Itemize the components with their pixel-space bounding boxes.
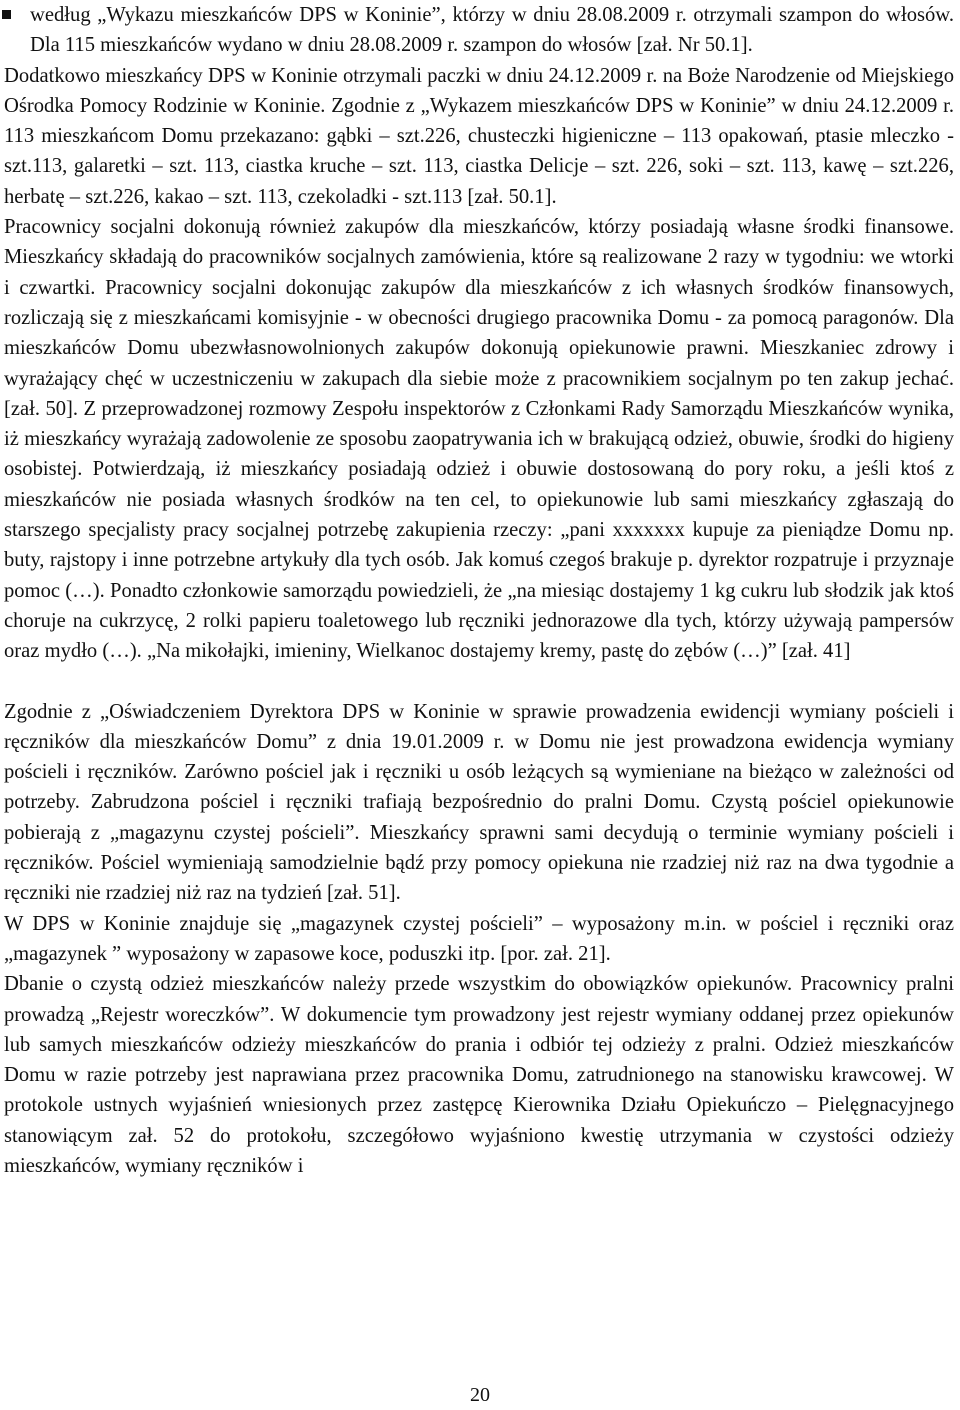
page-number: 20 bbox=[470, 1384, 490, 1406]
bullet-item bbox=[4, 0, 954, 61]
paragraph-bedding: Zgodnie z „Oświadczeniem Dyrektora DPS w Koninie w sprawie prowadzenia ewidencji wymiany pościeli i ręczników dla mieszkańców Domu” z dnia 19.01.2009 r. w Domu nie jest prowadzona ewidencja wymiany pościeli i ręczników. Zarówno pościel jak i ręczniki u osób leżących są wymieniane na bieżąco w zależności od potrzeby. Zabrudzona pościel i ręczniki trafiają bezpośrednio do pralni Domu. Czystą pościel opiekunowie pobierają z „magazynu czystej pościeli”. Mieszkańcy sprawni sami decydują o terminie wymiany pościeli i ręczników. Pościel wymieniają samodzielnie bądź przy pomocy opiekuna nie rzadziej niż raz na dwa tygodnie a ręczniki nie rzadziej niż raz na tydzień [zał. 51]. bbox=[4, 700, 954, 905]
paragraph-laundry: Dbanie o czystą odzież mieszkańców należy przede wszystkim do obowiązków opiekunów. Pracownicy pralni prowadzą „Rejestr woreczków”. W dokumencie tym prowadzony jest rejestr wymiany oddanej przez opiekunów lub samych mieszkańców odzieży mieszkańców do prania i odbiór tej odzieży z pralni. Odzież mieszkańców Domu w razie potrzeby jest naprawiana przez pracownika Domu, zatrudnionego na stanowisku krawcowej. W protokole ustnych wyjaśnień wniesionych przez zastępcę Kierownika Działu Opiekuńczo – Pielęgnacyjnego stanowiącym zał. 52 do protokołu, szczegółowo wyjaśniono kwestię utrzymania w czystości odzieży mieszkańców, wymiany ręczników i bbox=[4, 973, 954, 1177]
document-body bbox=[4, 0, 954, 1181]
paragraph-gifts: Dodatkowo mieszkańcy DPS w Koninie otrzymali paczki w dniu 24.12.2009 r. na Boże Narodzenie od Miejskiego Ośrodka Pomocy Rodzinie w Koninie. Zgodnie z „Wykazem mieszkańców DPS w Koninie” w dniu 24.12.2009 r. 113 mieszkańcom Domu przekazano: gąbki – szt.226, chusteczki higieniczne – 113 opakowań, ptasie mleczko - szt.113, galaretki – szt. 113, ciastka kruche – szt. 113, ciastka Delicje – szt. 226, soki – szt. 113, kawę – szt.226, herbatę – szt.226, kakao – szt. 113, czekoladki - szt.113 [zał. 50.1]. bbox=[4, 64, 954, 208]
paragraph-storage: W DPS w Koninie znajduje się „magazynek czystej pościeli” – wyposażony m.in. w pościel i ręczniki oraz „magazynek ” wyposażony w zapasowe koce, poduszki itp. [por. zał. 21]. bbox=[4, 912, 954, 965]
bullet-square-icon bbox=[2, 10, 11, 19]
paragraph-gap bbox=[4, 667, 954, 697]
paragraph-shopping: Pracownicy socjalni dokonują również zakupów dla mieszkańców, którzy posiadają własne środki finansowe. Mieszkańcy składają do pracowników socjalnych zamówienia, które są realizowane 2 razy w tygodniu: we wtorki i czwartki. Pracownicy socjalni dokonując zakupów dla mieszkańców z ich własnych środków finansowych, rozliczają się z mieszkańcami komisyjnie - w obecności drugiego pracownika Domu - za pomocą paragonów. Dla mieszkańców Domu ubezwłasnowolnionych zakupów dokonują opiekunowie prawni. Mieszkaniec zdrowy i wyrażający chęć w uczestniczeniu w zakupach dla siebie może z pracownikiem socjalnym po ten zakup jechać. [zał. 50]. Z przeprowadzonej rozmowy Zespołu inspektorów z Członkami Rady Samorządu Mieszkańców wynika, iż mieszkańcy wyrażają zadowolenie ze sposobu zaopatrywania ich w brakującą odzież, obuwie, środki do higieny osobistej. Potwierdzają, iż mieszkańcy posiadają odzież i obuwie dostosowaną do pory roku, a jeśli ktoś z mieszkańców nie posiada własnych środków na ten cel, to opiekunowie lub sami mieszkańcy zgłaszają do starszego specjalisty pracy socjalnej potrzebę zakupienia rzeczy: „pani xxxxxxx kupuje za pieniądze Domu np. buty, rajstopy i inne potrzebne artykuły dla tych osób. Jak komuś czegoś brakuje p. dyrektor rozpatruje i przyznaje pomoc (…). Ponadto członkowie samorządu powiedzieli, że „na miesiąc dostajemy 1 kg cukru lub słodzik jak ktoś choruje na cukrzycę, 2 rolki papieru toaletowego lub ręczniki jednorazowe dla tych, którzy używają pampersów oraz mydło (…). „Na mikołajki, imieniny, Wielkanoc dostajemy kremy, pastę do zębów (…)” [zał. 41] bbox=[4, 216, 954, 663]
bullet-list bbox=[4, 0, 954, 61]
bullet-text: według „Wykazu mieszkańców DPS w Koninie”, którzy w dniu 28.08.2009 r. otrzymali szampon do włosów. Dla 115 mieszkańców wydano w dniu 28.08.2009 r. szampon do włosów [zał. Nr 50.1]. bbox=[30, 4, 954, 57]
